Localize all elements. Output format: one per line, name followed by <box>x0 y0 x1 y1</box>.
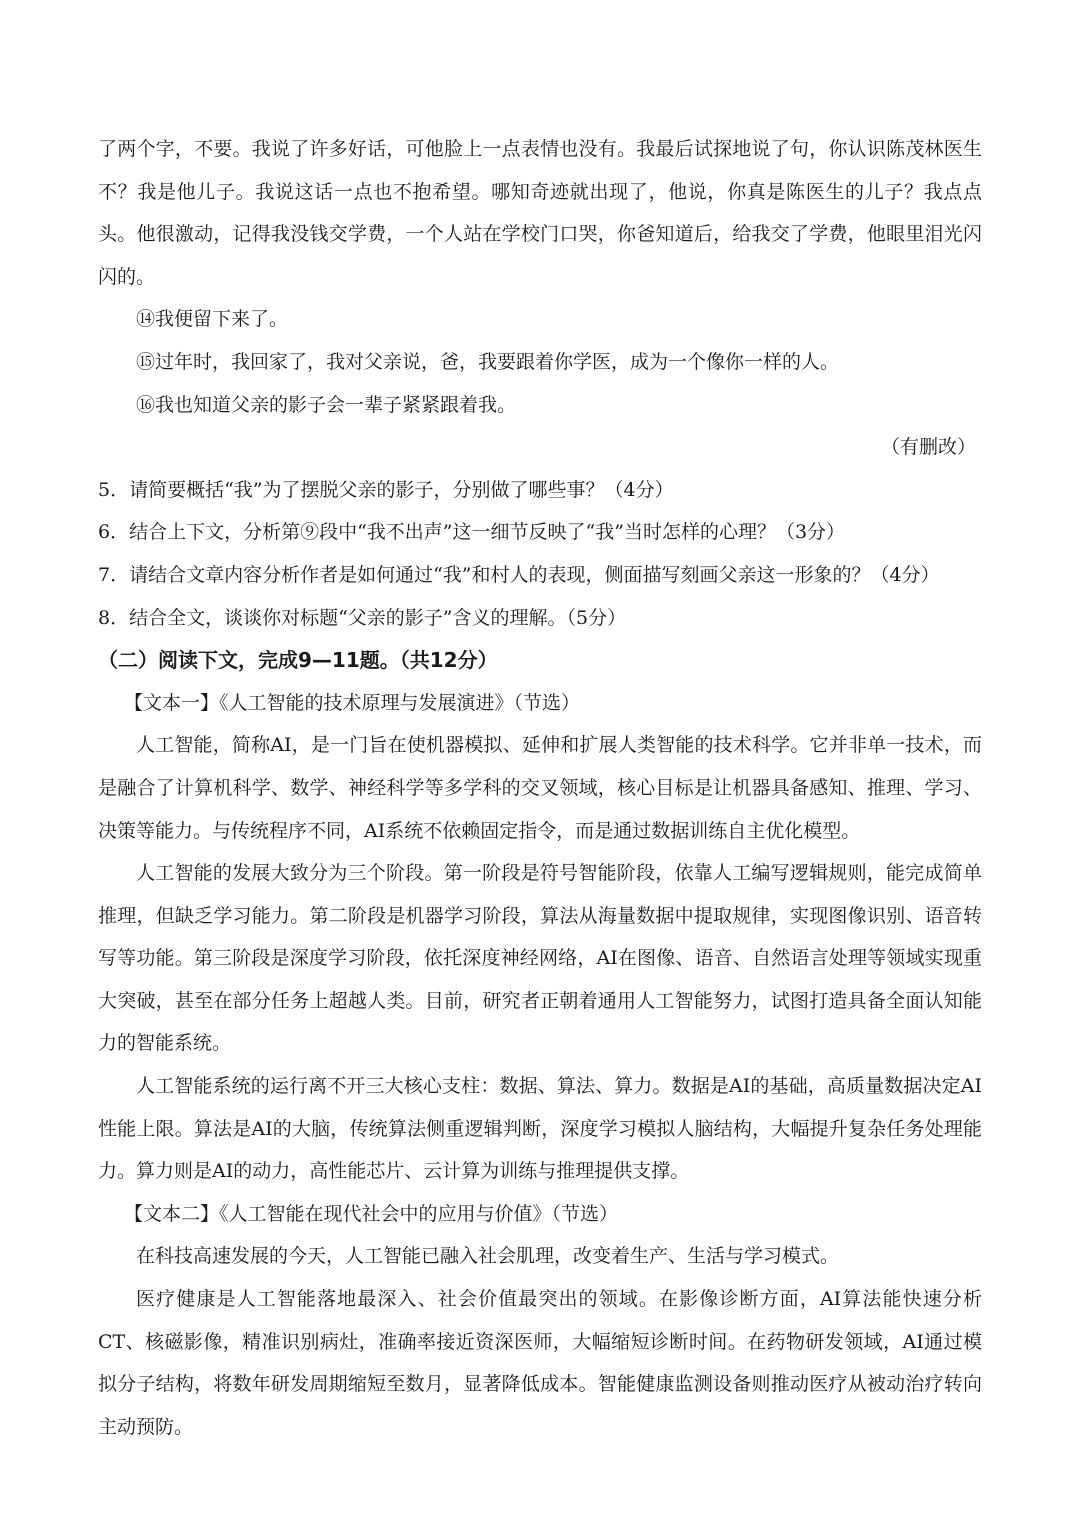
section-2-heading: （二）阅读下文，完成9—11题。（共12分） <box>98 648 498 673</box>
question-8: 8．结合全文，谈谈你对标题“父亲的影子”含义的理解。（5分） <box>98 606 627 629</box>
text-2-label: 【文本二】 <box>124 1202 220 1225</box>
story-paragraph-16: ⑯我也知道父亲的影子会一辈子紧紧跟着我。 <box>136 393 517 416</box>
text-1-title: 《人工智能的技术原理与发展演进》（节选） <box>219 691 581 714</box>
question-7: 7．请结合文章内容分析作者是如何通过“我”和村人的表现，侧面描写刻画父亲这一形象的？（4分） <box>98 563 940 586</box>
question-5: 5．请简要概括“我”为了摆脱父亲的影子，分别做了哪些事？（4分） <box>98 478 674 501</box>
text-2-source <box>98 1193 982 1236</box>
edit-note: （有删改） <box>880 436 976 459</box>
text-1-source <box>98 682 982 725</box>
text-1-paragraph: 人工智能的发展大致分为三个阶段。第一阶段是符号智能阶段，依靠人工编写逻辑规则，能完成简单推理，但缺乏学习能力。第二阶段是机器学习阶段，算法从海量数据中提取规律，实现图像识别、语音转写等功能。第三阶段是深度学习阶段，依托深度神经网络，AI在图像、语音、自然语言处理等领域实现重大突破，甚至在部分任务上超越人类。目前，研究者正朝着通用人工智能努力，试图打造具备全面认知能力的智能系统。 <box>98 862 982 1055</box>
text-2-paragraph: 医疗健康是人工智能落地最深入、社会价值最突出的领域。在影像诊断方面，AI算法能快速分析CT、核磁影像，精准识别病灶，准确率接近资深医师，大幅缩短诊断时间。在药物研发领域，AI通过模拟分子结构，将数年研发周期缩短至数月，显著降低成本。智能健康监测设备则推动医疗从被动治疗转向主动预防。 <box>98 1288 982 1438</box>
text-2-paragraph: 在科技高速发展的今天，人工智能已融入社会肌理，改变着生产、生活与学习模式。 <box>136 1245 840 1268</box>
text-1-paragraph: 人工智能，简称AI，是一门旨在使机器模拟、延伸和扩展人类智能的技术科学。它并非单一技术，而是融合了计算机科学、数学、神经科学等多学科的交叉领域，核心目标是让机器具备感知、推理、学习、决策等能力。与传统程序不同，AI系统不依赖固定指令，而是通过数据训练自主优化模型。 <box>98 734 982 842</box>
question-6: 6．结合上下文，分析第⑨段中“我不出声”这一细节反映了“我”当时怎样的心理？（3分） <box>98 521 846 544</box>
exam-page <box>98 128 982 1448</box>
story-paragraph-15: ⑮过年时，我回家了，我对父亲说，爸，我要跟着你学医，成为一个像你一样的人。 <box>136 350 840 373</box>
text-1-label: 【文本一】 <box>124 691 220 714</box>
text-1-paragraph: 人工智能系统的运行离不开三大核心支柱：数据、算法、算力。数据是AI的基础，高质量数据决定AI性能上限。算法是AI的大脑，传统算法侧重逻辑判断，深度学习模拟人脑结构，大幅提升复杂任务处理能力。算力则是AI的动力，高性能芯片、云计算为训练与推理提供支撑。 <box>98 1075 982 1183</box>
text-2-title: 《人工智能在现代社会中的应用与价值》（节选） <box>219 1202 619 1225</box>
story-paragraph-14: ⑭我便留下来了。 <box>136 308 289 331</box>
story-continuation: 了两个字，不要。我说了许多好话，可他脸上一点表情也没有。我最后试探地说了句，你认识陈茂林医生不？我是他儿子。我说这话一点也不抱希望。哪知奇迹就出现了，他说，你真是陈医生的儿子？我点点头。他很激动，记得我没钱交学费，一个人站在学校门口哭，你爸知道后，给我交了学费，他眼里泪光闪闪的。 <box>98 138 982 288</box>
